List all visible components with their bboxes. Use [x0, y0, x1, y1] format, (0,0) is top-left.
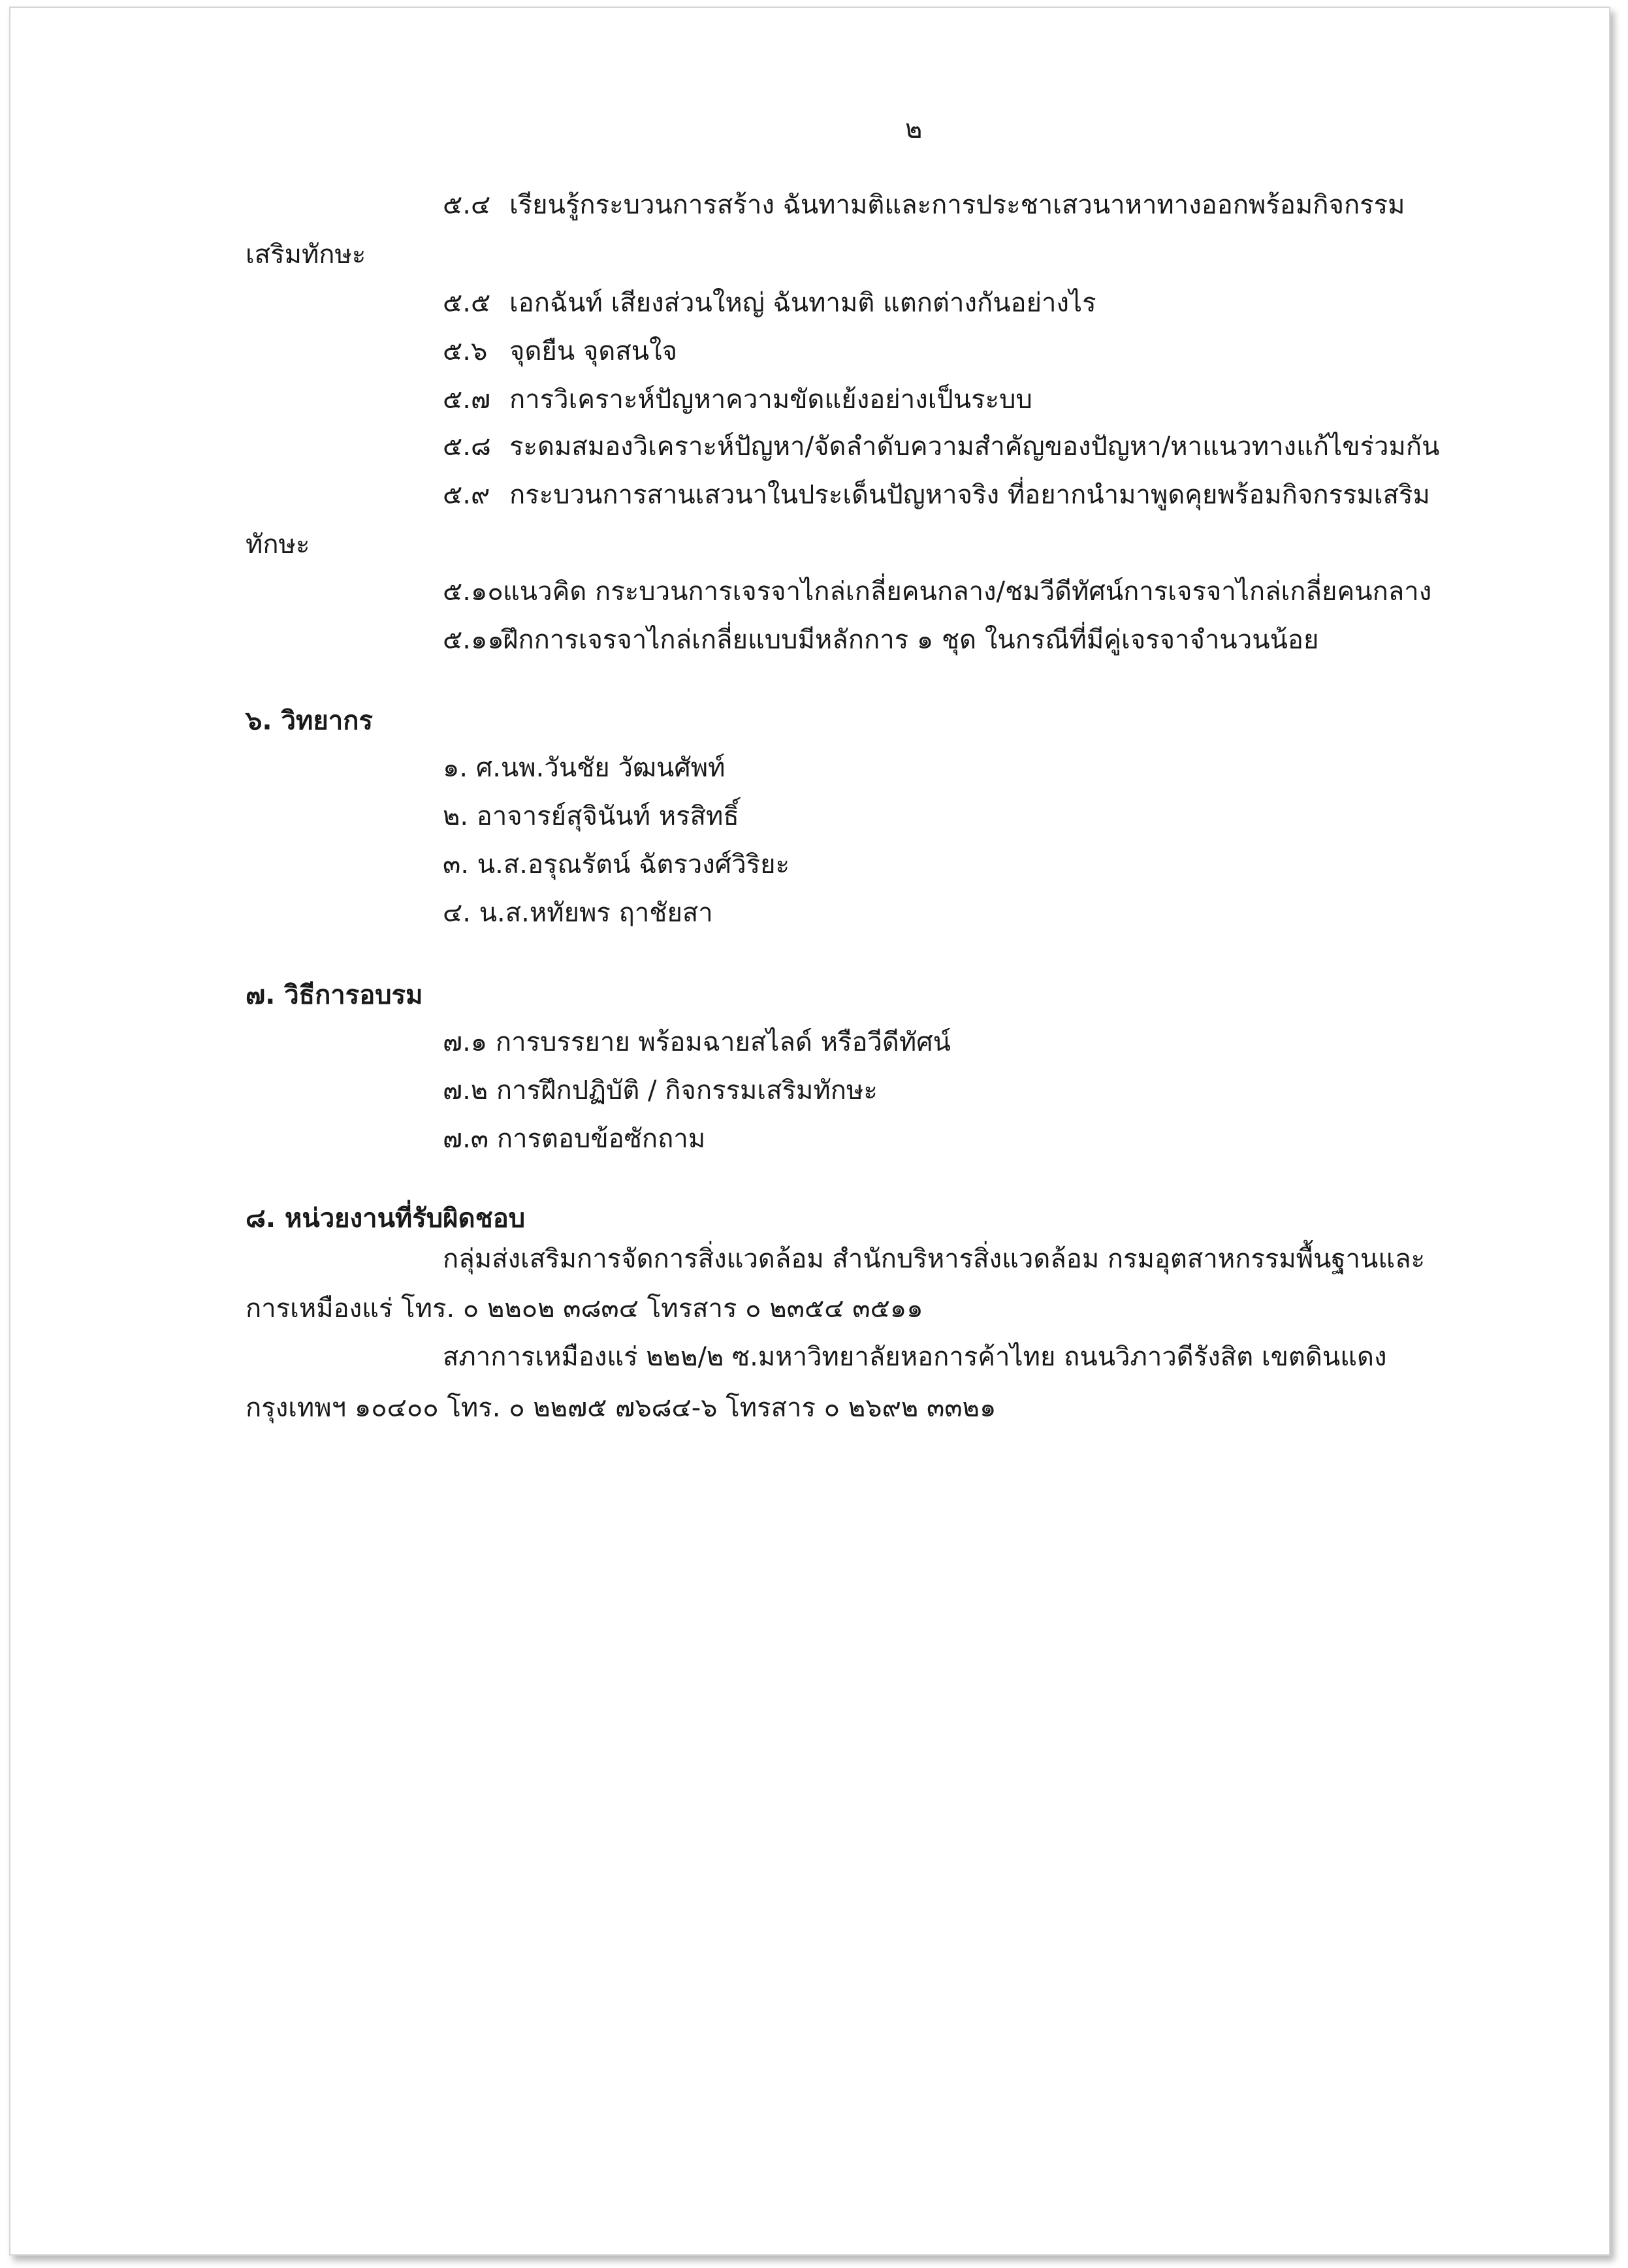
item-text: ระดมสมองวิเคราะห์ปัญหา/จัดลำดับความสำคัญของปัญหา/หาแนวทางแก้ไขร่วมกัน	[509, 432, 1440, 462]
document-page	[9, 7, 1610, 2256]
item-number: ๕.๘	[443, 432, 491, 462]
agency-2-line-2: กรุงเทพฯ ๑๐๔๐๐ โทร. ๐ ๒๒๗๕ ๗๖๘๔-๖ โทรสาร ๐ ๒๖๙๒ ๓๓๒๑	[246, 1393, 997, 1423]
speaker-4: ๔. น.ส.หทัยพร ฤาชัยสา	[443, 898, 713, 928]
method-3: ๗.๓ การตอบข้อซักถาม	[443, 1124, 706, 1154]
item-number: ๕.๕	[443, 288, 491, 318]
item-number: ๕.๑๑	[443, 625, 504, 655]
item-text: จุดยืน จุดสนใจ	[509, 336, 678, 366]
item-text: เอกฉันท์ เสียงส่วนใหญ่ ฉันทามติ แตกต่างกันอย่างไร	[509, 288, 1096, 318]
item-number: ๕.๔	[443, 190, 491, 220]
method-2: ๗.๒ การฝึกปฏิบัติ / กิจกรรมเสริมทักษะ	[443, 1076, 878, 1106]
item-number: ๕.๙	[443, 480, 490, 510]
item-5-10	[443, 575, 1431, 609]
item-number: ๕.๗	[443, 385, 491, 415]
item-text: เรียนรู้กระบวนการสร้าง ฉันทามติและการประชาเสวนาหาทางออกพร้อมกิจกรรม	[509, 190, 1405, 220]
agency-2-line-1: สภาการเหมืองแร่ ๒๒๒/๒ ซ.มหาวิทยาลัยหอการค้าไทย ถนนวิภาวดีรังสิต เขตดินแดง	[443, 1342, 1387, 1372]
item-5-8	[443, 430, 1439, 464]
speaker-1: ๑. ศ.นพ.วันชัย วัฒนศัพท์	[443, 753, 726, 783]
item-text: แนวคิด กระบวนการเจรจาไกล่เกลี่ยคนกลาง/ชมวีดีทัศน์การเจรจาไกล่เกลี่ยคนกลาง	[503, 577, 1432, 607]
item-5-4	[443, 188, 1405, 222]
item-5-7	[443, 383, 1032, 417]
section-7-heading: ๗. วิธีการอบรม	[246, 980, 423, 1010]
speaker-3: ๓. น.ส.อรุณรัตน์ ฉัตรวงศ์วิริยะ	[443, 850, 790, 880]
page-number: ๒	[905, 114, 923, 144]
item-number: ๕.๑๐	[443, 577, 503, 607]
item-5-11	[443, 623, 1318, 657]
item-5-9	[443, 478, 1430, 512]
speaker-2: ๒. อาจารย์สุจินันท์ หรสิทธิ์	[443, 801, 739, 831]
item-5-5	[443, 286, 1096, 320]
section-8-heading: ๘. หน่วยงานที่รับผิดชอบ	[246, 1204, 526, 1234]
item-text: ฝึกการเจรจาไกล่เกลี่ยแบบมีหลักการ ๑ ชุด ในกรณีที่มีคู่เจรจาจำนวนน้อย	[503, 625, 1319, 655]
item-5-4-continuation: เสริมทักษะ	[246, 240, 366, 270]
item-5-6	[443, 334, 677, 368]
item-number: ๕.๖	[443, 336, 488, 366]
item-5-9-continuation: ทักษะ	[246, 530, 310, 560]
agency-1-line-2: การเหมืองแร่ โทร. ๐ ๒๒๐๒ ๓๘๓๔ โทรสาร ๐ ๒๓๕๔ ๓๕๑๑	[246, 1294, 923, 1324]
section-6-heading: ๖. วิทยากร	[246, 706, 373, 736]
method-1: ๗.๑ การบรรยาย พร้อมฉายสไลด์ หรือวีดีทัศน์	[443, 1027, 951, 1057]
item-text: การวิเคราะห์ปัญหาความขัดแย้งอย่างเป็นระบบ	[509, 385, 1032, 415]
item-text: กระบวนการสานเสวนาในประเด็นปัญหาจริง ที่อยากนำมาพูดคุยพร้อมกิจกรรมเสริม	[509, 480, 1430, 510]
agency-1-line-1: กลุ่มส่งเสริมการจัดการสิ่งแวดล้อม สำนักบริหารสิ่งแวดล้อม กรมอุตสาหกรรมพื้นฐานและ	[443, 1244, 1426, 1274]
